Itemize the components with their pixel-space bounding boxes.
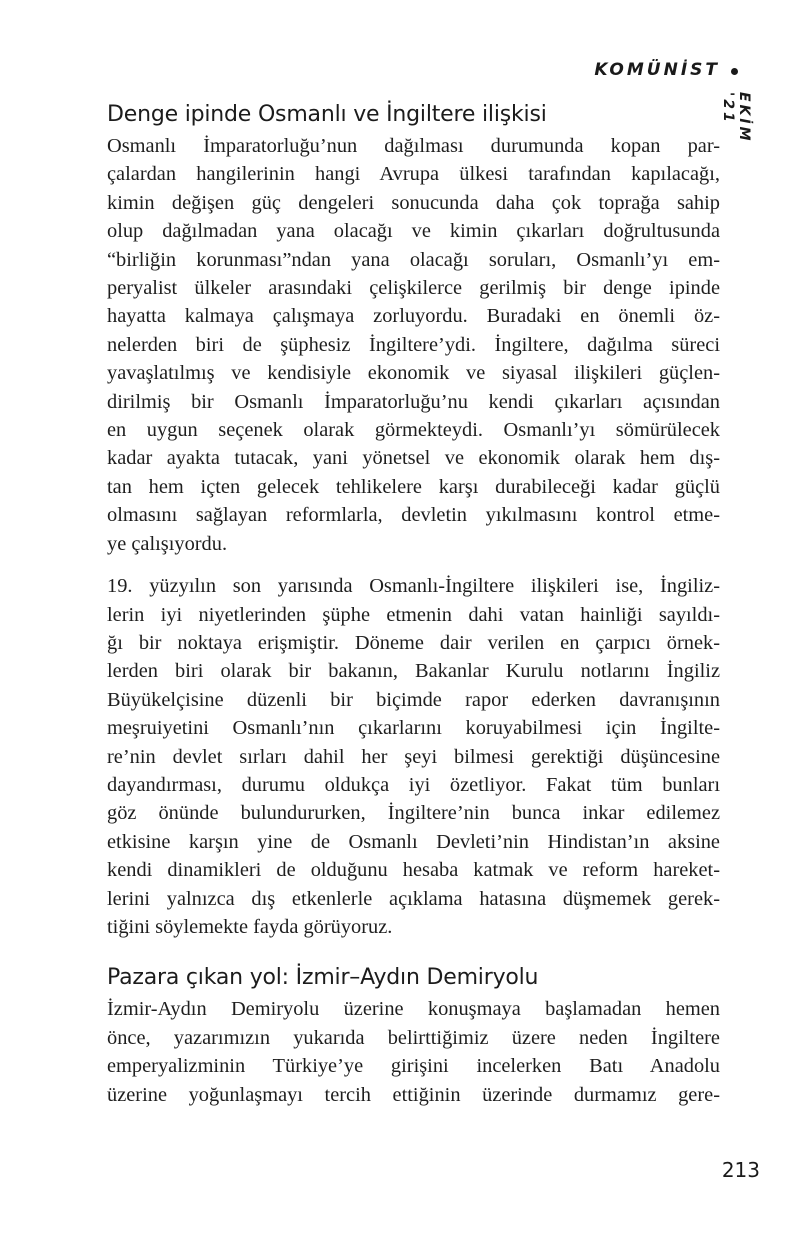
- text-line: tan hem içten gelecek tehlikelere karşı durabileceği kadar güçlü: [107, 475, 720, 498]
- text-line: kendi dinamikleri de olduğunu hesaba katmak ve reform hareket-: [107, 859, 720, 882]
- text-line: İzmir-Aydın Demiryolu üzerine konuşmaya başlamadan hemen: [107, 998, 720, 1021]
- text-line: lerini yalnızca dış etkenlerle açıklama hatasına düşmemek gerek-: [107, 887, 720, 910]
- text-line: re’nin devlet sırları dahil her şeyi bilmesi gerektiği düşüncesine: [107, 745, 720, 768]
- text-line: Büyükelçisine düzenli bir biçimde rapor ederken davranışının: [107, 688, 720, 711]
- article-body: [107, 98, 720, 1109]
- text-line: “birliğin korunması”ndan yana olacağı soruları, Osmanlı’yı em-: [107, 248, 720, 271]
- paragraph: [107, 132, 720, 558]
- paragraph: [107, 572, 720, 941]
- text-line: kadar ayakta tutacak, yani yönetsel ve ekonomik olarak hem dış-: [107, 447, 720, 470]
- text-line: üzerine yoğunlaşmayı tercih ettiğinin üzerinde durmamız gere-: [107, 1083, 720, 1106]
- section-heading: Pazara çıkan yol: İzmir–Aydın Demiryolu: [107, 965, 539, 991]
- text-line: lerden biri olarak bir bakanın, Bakanlar Kurulu notlarını İngiliz: [107, 660, 720, 683]
- text-line: emperyalizminin Türkiye’ye girişini incelerken Batı Anadolu: [107, 1055, 720, 1078]
- text-line: nelerden biri de şüphesiz İngiltere’ydi. İngiltere, dağılma süreci: [107, 333, 720, 356]
- text-line: yavaşlatılmış ve kendisiyle ekonomik ve siyasal ilişkileri güçlen-: [107, 362, 720, 385]
- text-line: en uygun seçenek olarak görmekteydi. Osmanlı’yı sömürülecek: [107, 419, 720, 442]
- text-line: göz önünde bulundururken, İngiltere’nin bunca inkar edilemez: [107, 802, 720, 825]
- text-line: 19. yüzyılın son yarısında Osmanlı-İngiltere ilişkileri ise, İngiliz-: [107, 575, 720, 598]
- running-head-issue-date: EKİM '21: [720, 92, 752, 144]
- paragraph: [107, 995, 720, 1109]
- text-line: önce, yazarımızın yukarıda belirttiğimiz üzere neden İngiltere: [107, 1026, 720, 1049]
- text-line: dayandırması, durumu oldukça iyi özetliyor. Fakat tüm bunları: [107, 773, 720, 796]
- text-line: peryalist ülkeler arasındaki çelişkilerce gerilmiş bir denge ipinde: [107, 277, 720, 300]
- bullet-dot-icon: [731, 68, 738, 75]
- text-line: hayatta kalmaya çalışmaya zorluyordu. Buradaki en önemli öz-: [107, 305, 720, 328]
- section-heading: Denge ipinde Osmanlı ve İngiltere ilişkisi: [107, 102, 547, 127]
- text-line: dirilmiş bir Osmanlı İmparatorluğu’nu kendi çıkarları açısından: [107, 390, 720, 413]
- text-line: çalardan hangilerinin hangi Avrupa ülkesi tarafından kapılacağı,: [107, 163, 720, 186]
- text-line: olmasını sağlayan reformlarla, devletin yıkılmasını kontrol etme-: [107, 504, 720, 527]
- text-line: ye çalışıyordu.: [107, 532, 228, 555]
- page-number: 213: [721, 1158, 760, 1182]
- text-line: olup dağılmadan yana olacağı ve kimin çıkarları doğrultusunda: [107, 220, 720, 243]
- text-line: ğı bir noktaya erişmiştir. Döneme dair verilen en çarpıcı örnek-: [107, 631, 720, 654]
- text-line: etkisine karşın yine de Osmanlı Devleti’nin Hindistan’ın aksine: [107, 830, 720, 853]
- text-line: lerin iyi niyetlerinden şüphe etmenin dahi vatan hainliği sayıldı-: [107, 603, 720, 626]
- text-line: meşruiyetini Osmanlı’nın çıkarlarını koruyabilmesi için İngilte-: [107, 717, 720, 740]
- running-head-magazine-title: KOMÜNİST: [594, 60, 720, 80]
- text-line: tiğini söylemekte fayda görüyoruz.: [107, 915, 393, 938]
- text-line: Osmanlı İmparatorluğu’nun dağılması durumunda kopan par-: [107, 135, 720, 157]
- text-line: kimin değişen güç dengeleri sonucunda daha çok toprağa sahip: [107, 191, 720, 214]
